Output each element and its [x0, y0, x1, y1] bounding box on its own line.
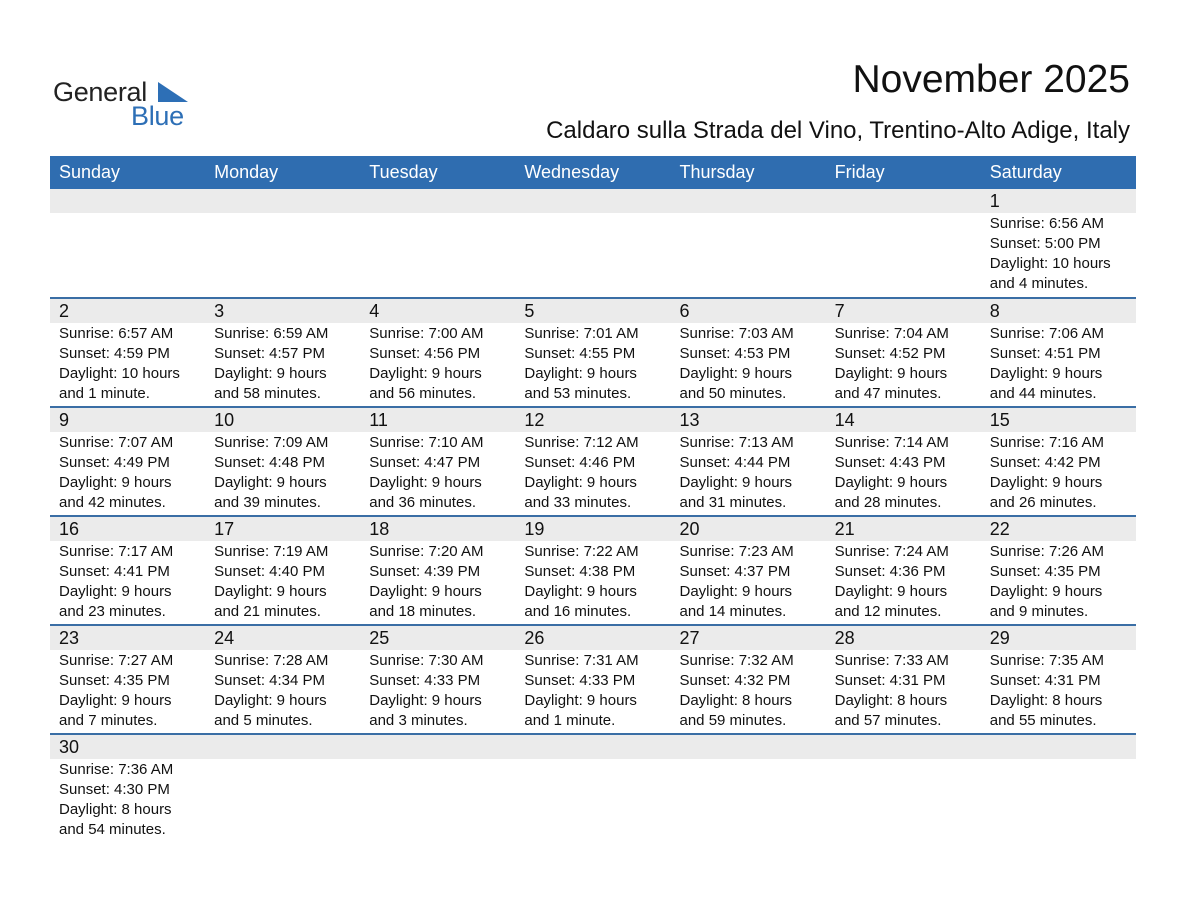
sunset-text: Sunset: 4:30 PM — [59, 781, 170, 798]
weekday-wednesday: Wednesday — [524, 162, 620, 182]
day-number: 8 — [989, 301, 1000, 321]
daylight-text: Daylight: 9 hours — [214, 474, 327, 491]
empty-day-cell — [205, 214, 360, 297]
day-number: 9 — [59, 410, 70, 430]
daylight-text: and 5 minutes. — [214, 712, 313, 729]
sunset-text: Sunset: 4:46 PM — [524, 454, 636, 471]
daylight-text: Daylight: 9 hours — [369, 474, 482, 491]
sunset-text: Sunset: 4:44 PM — [679, 454, 791, 471]
empty-day-number — [515, 735, 670, 759]
daylight-text: Daylight: 9 hours — [214, 692, 327, 709]
empty-day-number — [671, 189, 826, 213]
day-cell — [826, 433, 981, 515]
sunrise-text: Sunrise: 7:30 AM — [369, 652, 484, 669]
day-cell — [205, 433, 360, 515]
daylight-text: and 33 minutes. — [524, 494, 632, 511]
day-info-row — [50, 541, 1136, 624]
weekday-sunday: Sunday — [59, 162, 121, 182]
daylight-text: and 1 minute. — [59, 385, 150, 402]
day-number-row — [50, 299, 1136, 323]
day-cell — [981, 651, 1136, 733]
sunset-text: Sunset: 4:47 PM — [369, 454, 481, 471]
day-cell — [205, 542, 360, 624]
daylight-text: Daylight: 8 hours — [989, 692, 1103, 709]
weekday-tuesday: Tuesday — [369, 162, 438, 182]
daylight-text: and 28 minutes. — [834, 494, 942, 511]
sunset-text: Sunset: 4:53 PM — [679, 345, 791, 362]
empty-day-number — [826, 735, 981, 759]
day-cell — [826, 651, 981, 733]
day-number: 15 — [989, 410, 1010, 430]
sunrise-text: Sunrise: 7:16 AM — [989, 434, 1104, 451]
day-number: 1 — [989, 191, 1000, 211]
daylight-text: Daylight: 9 hours — [59, 692, 172, 709]
day-number: 19 — [524, 519, 545, 539]
sunset-text: Sunset: 4:31 PM — [834, 672, 946, 689]
sunrise-text: Sunrise: 7:24 AM — [834, 543, 949, 560]
sunrise-text: Sunrise: 7:00 AM — [369, 325, 484, 342]
day-cell — [360, 324, 515, 406]
brand-logo — [53, 76, 193, 132]
day-number: 18 — [369, 519, 390, 539]
sunset-text: Sunset: 5:00 PM — [989, 235, 1101, 252]
sunrise-text: Sunrise: 7:07 AM — [59, 434, 174, 451]
day-number: 10 — [214, 410, 235, 430]
logo-triangle-icon — [158, 82, 188, 102]
day-number-row — [50, 408, 1136, 432]
daylight-text: and 9 minutes. — [989, 603, 1089, 620]
empty-day-number — [50, 189, 205, 213]
day-number: 28 — [834, 628, 855, 648]
empty-day-cell — [671, 760, 826, 842]
daylight-text: and 21 minutes. — [214, 603, 321, 620]
sunrise-text: Sunrise: 6:56 AM — [989, 215, 1104, 232]
day-cell — [360, 542, 515, 624]
daylight-text: and 50 minutes. — [679, 385, 787, 402]
sunrise-text: Sunrise: 7:28 AM — [214, 652, 329, 669]
sunset-text: Sunset: 4:35 PM — [989, 563, 1101, 580]
daylight-text: and 44 minutes. — [989, 385, 1097, 402]
daylight-text: Daylight: 9 hours — [989, 365, 1103, 382]
daylight-text: and 56 minutes. — [369, 385, 476, 402]
daylight-text: Daylight: 9 hours — [59, 583, 172, 600]
location-subtitle: Caldaro sulla Strada del Vino, Trentino-Alto Adige, Italy — [546, 117, 1130, 144]
sunrise-text: Sunrise: 7:32 AM — [679, 652, 794, 669]
daylight-text: Daylight: 9 hours — [834, 583, 948, 600]
sunset-text: Sunset: 4:35 PM — [59, 672, 170, 689]
daylight-text: and 55 minutes. — [989, 712, 1097, 729]
day-number: 16 — [59, 519, 80, 539]
day-number: 11 — [369, 410, 388, 430]
day-number: 30 — [59, 737, 80, 757]
sunrise-text: Sunrise: 7:06 AM — [989, 325, 1104, 342]
day-number: 29 — [989, 628, 1010, 648]
sunrise-text: Sunrise: 7:22 AM — [524, 543, 639, 560]
day-cell — [50, 324, 205, 406]
day-cell — [671, 542, 826, 624]
empty-day-cell — [360, 760, 515, 842]
sunrise-text: Sunrise: 7:19 AM — [214, 543, 329, 560]
sunset-text: Sunset: 4:40 PM — [214, 563, 326, 580]
sunrise-text: Sunrise: 7:33 AM — [834, 652, 949, 669]
sunset-text: Sunset: 4:49 PM — [59, 454, 170, 471]
empty-day-number — [360, 735, 515, 759]
weekday-friday: Friday — [834, 162, 885, 182]
week-row — [50, 189, 1136, 297]
day-cell — [50, 760, 205, 842]
daylight-text: and 58 minutes. — [214, 385, 321, 402]
day-cell — [50, 433, 205, 515]
daylight-text: and 16 minutes. — [524, 603, 632, 620]
daylight-text: Daylight: 10 hours — [989, 255, 1111, 272]
sunset-text: Sunset: 4:38 PM — [524, 563, 636, 580]
empty-day-cell — [515, 214, 670, 297]
daylight-text: and 53 minutes. — [524, 385, 632, 402]
daylight-text: Daylight: 9 hours — [59, 474, 172, 491]
daylight-text: Daylight: 9 hours — [524, 474, 637, 491]
sunrise-text: Sunrise: 7:23 AM — [679, 543, 794, 560]
day-number-row — [50, 517, 1136, 541]
daylight-text: Daylight: 9 hours — [214, 583, 327, 600]
day-cell — [981, 324, 1136, 406]
day-number: 22 — [989, 519, 1010, 539]
sunset-text: Sunset: 4:37 PM — [679, 563, 791, 580]
daylight-text: and 14 minutes. — [679, 603, 787, 620]
daylight-text: Daylight: 8 hours — [59, 801, 172, 818]
daylight-text: and 31 minutes. — [679, 494, 787, 511]
daylight-text: and 7 minutes. — [59, 712, 158, 729]
empty-day-cell — [671, 214, 826, 297]
sunrise-text: Sunrise: 7:26 AM — [989, 543, 1104, 560]
weekday-saturday: Saturday — [989, 162, 1062, 182]
weekday-monday: Monday — [214, 162, 279, 182]
day-number: 3 — [214, 301, 225, 321]
day-info-row — [50, 323, 1136, 406]
day-cell — [981, 214, 1136, 297]
daylight-text: and 1 minute. — [524, 712, 616, 729]
day-info-row — [50, 650, 1136, 733]
daylight-text: Daylight: 9 hours — [369, 692, 482, 709]
day-number: 24 — [214, 628, 235, 648]
empty-day-cell — [205, 760, 360, 842]
day-number: 23 — [59, 628, 80, 648]
empty-day-cell — [360, 214, 515, 297]
day-number-row — [50, 189, 1136, 213]
sunset-text: Sunset: 4:31 PM — [989, 672, 1101, 689]
empty-day-number — [826, 189, 981, 213]
daylight-text: and 4 minutes. — [989, 275, 1089, 292]
day-cell — [205, 324, 360, 406]
sunrise-text: Sunrise: 7:14 AM — [834, 434, 949, 451]
day-cell — [360, 651, 515, 733]
empty-day-cell — [826, 214, 981, 297]
daylight-text: and 23 minutes. — [59, 603, 166, 620]
sunset-text: Sunset: 4:59 PM — [59, 345, 170, 362]
page-title: November 2025 — [852, 58, 1130, 101]
daylight-text: Daylight: 9 hours — [369, 365, 482, 382]
logo-text-blue: Blue — [131, 101, 184, 131]
day-cell — [515, 651, 670, 733]
day-info-row — [50, 213, 1136, 297]
day-cell — [50, 651, 205, 733]
calendar — [50, 156, 1136, 842]
daylight-text: Daylight: 9 hours — [989, 583, 1103, 600]
empty-day-cell — [981, 760, 1136, 842]
daylight-text: Daylight: 9 hours — [679, 583, 793, 600]
daylight-text: Daylight: 10 hours — [59, 365, 180, 382]
day-cell — [360, 433, 515, 515]
day-cell — [50, 542, 205, 624]
day-cell — [515, 542, 670, 624]
day-number: 17 — [214, 519, 235, 539]
sunrise-text: Sunrise: 7:09 AM — [214, 434, 329, 451]
day-number: 20 — [679, 519, 700, 539]
daylight-text: Daylight: 9 hours — [679, 474, 793, 491]
day-number: 13 — [679, 410, 700, 430]
sunrise-text: Sunrise: 7:01 AM — [524, 325, 639, 342]
day-info-row — [50, 759, 1136, 842]
daylight-text: Daylight: 9 hours — [369, 583, 482, 600]
empty-day-number — [515, 189, 670, 213]
sunset-text: Sunset: 4:32 PM — [679, 672, 791, 689]
sunset-text: Sunset: 4:52 PM — [834, 345, 946, 362]
daylight-text: and 47 minutes. — [834, 385, 942, 402]
sunset-text: Sunset: 4:51 PM — [989, 345, 1101, 362]
day-cell — [515, 324, 670, 406]
sunrise-text: Sunrise: 7:04 AM — [834, 325, 949, 342]
day-cell — [515, 433, 670, 515]
sunset-text: Sunset: 4:48 PM — [214, 454, 326, 471]
day-cell — [671, 433, 826, 515]
day-number: 6 — [679, 301, 690, 321]
day-number: 7 — [834, 301, 845, 321]
day-number: 25 — [369, 628, 390, 648]
week-row — [50, 733, 1136, 842]
sunset-text: Sunset: 4:43 PM — [834, 454, 946, 471]
sunset-text: Sunset: 4:33 PM — [524, 672, 636, 689]
weekday-header — [50, 156, 1136, 189]
logo-text-general: General — [53, 77, 147, 107]
sunrise-text: Sunrise: 7:35 AM — [989, 652, 1104, 669]
empty-day-number — [981, 735, 1136, 759]
day-cell — [826, 542, 981, 624]
day-number: 14 — [834, 410, 855, 430]
daylight-text: and 18 minutes. — [369, 603, 476, 620]
sunset-text: Sunset: 4:39 PM — [369, 563, 481, 580]
day-cell — [205, 651, 360, 733]
daylight-text: Daylight: 9 hours — [524, 583, 637, 600]
week-row — [50, 624, 1136, 733]
daylight-text: Daylight: 9 hours — [834, 474, 948, 491]
daylight-text: and 36 minutes. — [369, 494, 476, 511]
sunrise-text: Sunrise: 7:31 AM — [524, 652, 639, 669]
sunrise-text: Sunrise: 6:57 AM — [59, 325, 174, 342]
day-number: 2 — [59, 301, 70, 321]
sunrise-text: Sunrise: 7:10 AM — [369, 434, 484, 451]
day-number: 12 — [524, 410, 545, 430]
sunrise-text: Sunrise: 6:59 AM — [214, 325, 329, 342]
week-row — [50, 297, 1136, 406]
sunset-text: Sunset: 4:56 PM — [369, 345, 481, 362]
empty-day-number — [671, 735, 826, 759]
empty-day-cell — [515, 760, 670, 842]
sunrise-text: Sunrise: 7:13 AM — [679, 434, 794, 451]
daylight-text: Daylight: 8 hours — [679, 692, 793, 709]
sunset-text: Sunset: 4:34 PM — [214, 672, 326, 689]
daylight-text: and 59 minutes. — [679, 712, 787, 729]
sunset-text: Sunset: 4:42 PM — [989, 454, 1101, 471]
day-cell — [981, 542, 1136, 624]
day-number: 27 — [679, 628, 700, 648]
daylight-text: and 3 minutes. — [369, 712, 468, 729]
day-number-row — [50, 735, 1136, 759]
sunrise-text: Sunrise: 7:03 AM — [679, 325, 794, 342]
sunset-text: Sunset: 4:55 PM — [524, 345, 636, 362]
sunrise-text: Sunrise: 7:12 AM — [524, 434, 639, 451]
sunset-text: Sunset: 4:33 PM — [369, 672, 481, 689]
day-number: 26 — [524, 628, 545, 648]
sunrise-text: Sunrise: 7:36 AM — [59, 761, 174, 778]
day-info-row — [50, 432, 1136, 515]
day-number: 4 — [369, 301, 380, 321]
weekday-thursday: Thursday — [679, 162, 755, 182]
day-cell — [671, 324, 826, 406]
daylight-text: and 57 minutes. — [834, 712, 942, 729]
daylight-text: Daylight: 8 hours — [834, 692, 948, 709]
daylight-text: and 39 minutes. — [214, 494, 321, 511]
daylight-text: and 26 minutes. — [989, 494, 1097, 511]
empty-day-cell — [50, 214, 205, 297]
daylight-text: Daylight: 9 hours — [679, 365, 793, 382]
day-number: 5 — [524, 301, 535, 321]
daylight-text: Daylight: 9 hours — [524, 365, 637, 382]
sunrise-text: Sunrise: 7:27 AM — [59, 652, 174, 669]
empty-day-cell — [826, 760, 981, 842]
day-cell — [826, 324, 981, 406]
calendar-body — [50, 189, 1136, 842]
daylight-text: Daylight: 9 hours — [214, 365, 327, 382]
sunset-text: Sunset: 4:36 PM — [834, 563, 946, 580]
week-row — [50, 406, 1136, 515]
week-row — [50, 515, 1136, 624]
sunset-text: Sunset: 4:57 PM — [214, 345, 326, 362]
daylight-text: Daylight: 9 hours — [834, 365, 948, 382]
daylight-text: and 54 minutes. — [59, 821, 166, 838]
sunrise-text: Sunrise: 7:17 AM — [59, 543, 174, 560]
daylight-text: and 12 minutes. — [834, 603, 942, 620]
day-cell — [671, 651, 826, 733]
day-cell — [981, 433, 1136, 515]
daylight-text: Daylight: 9 hours — [524, 692, 637, 709]
daylight-text: Daylight: 9 hours — [989, 474, 1103, 491]
sunset-text: Sunset: 4:41 PM — [59, 563, 170, 580]
sunrise-text: Sunrise: 7:20 AM — [369, 543, 484, 560]
daylight-text: and 42 minutes. — [59, 494, 166, 511]
day-number-row — [50, 626, 1136, 650]
day-number: 21 — [834, 519, 855, 539]
empty-day-number — [205, 189, 360, 213]
empty-day-number — [360, 189, 515, 213]
empty-day-number — [205, 735, 360, 759]
